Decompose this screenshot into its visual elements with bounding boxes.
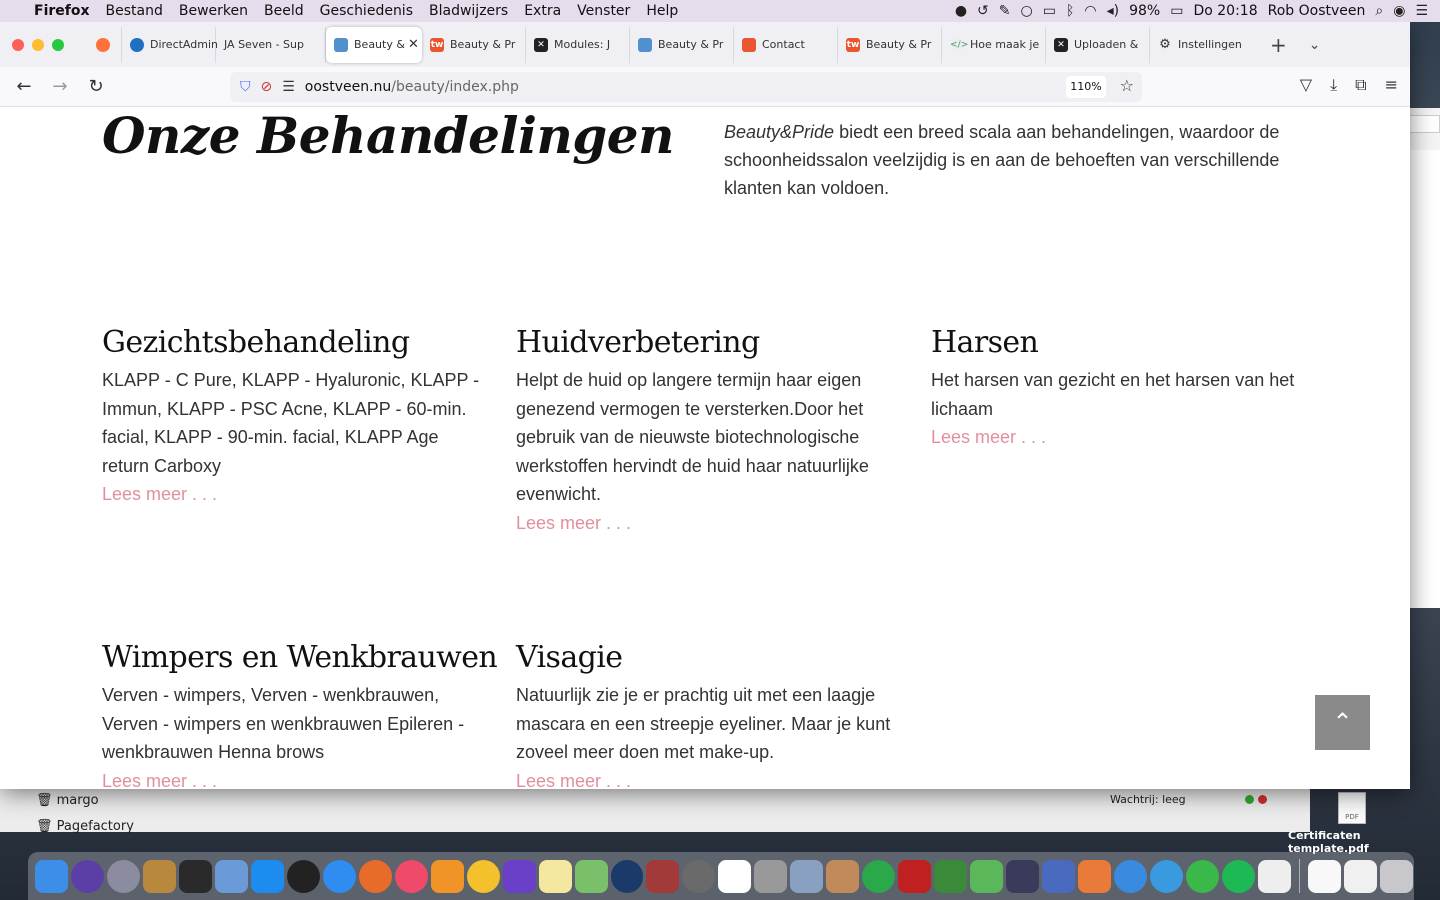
tab-directadmin[interactable]: DirectAdmin: [122, 27, 216, 63]
tab-ja-seven[interactable]: JA Seven - Sup: [216, 27, 326, 63]
treatment-title: Harsen: [931, 325, 1039, 360]
tw-icon: tw: [846, 39, 860, 50]
treatment-title: Huidverbetering: [516, 325, 760, 360]
reload-button[interactable]: ↻: [88, 76, 104, 97]
treatment-card-wimpers: [102, 640, 498, 795]
treatment-description: KLAPP - C Pure, KLAPP - Hyaluronic, KLAPP - Immun, KLAPP - PSC Acne, KLAPP - 60-min. facial, KLAPP - 90-min. facial, KLAPP Age return Carboxy: [102, 370, 480, 476]
tab-modules[interactable]: ✕ Modules: J: [526, 27, 630, 63]
treatment-card-huidverbetering: [516, 325, 901, 537]
menu-venster[interactable]: Venster: [577, 3, 631, 19]
compass-icon[interactable]: [1186, 860, 1219, 893]
read-more-link[interactable]: Lees meer . . .: [516, 770, 632, 791]
numbers-icon[interactable]: [934, 860, 967, 893]
maps-icon[interactable]: [575, 860, 608, 893]
dock-separator: [1299, 859, 1300, 893]
code-icon: </>: [950, 39, 969, 50]
tab-contact[interactable]: Contact: [734, 27, 838, 63]
treatment-card-gezichtsbehandeling: [102, 325, 487, 509]
read-more-link[interactable]: Lees meer . . .: [516, 512, 632, 533]
keynote-icon[interactable]: [826, 860, 859, 893]
system-preferences-icon[interactable]: [682, 860, 715, 893]
calendar-icon[interactable]: [718, 860, 751, 893]
read-more-link[interactable]: Lees meer . . .: [102, 484, 218, 504]
tab-instellingen[interactable]: ⚙ Instellingen: [1159, 36, 1242, 52]
joomla-icon: ✕: [534, 38, 548, 52]
tab-firefox-view[interactable]: [78, 27, 122, 63]
spotlight-icon[interactable]: ⌕: [1375, 3, 1384, 19]
tab-beauty-3[interactable]: Beauty & Pr: [630, 27, 734, 63]
back-to-top-button[interactable]: [1315, 695, 1370, 750]
url-text[interactable]: oostveen.nu/beauty/index.php: [304, 79, 519, 95]
tab-beauty-active[interactable]: Beauty & ✕: [326, 27, 422, 63]
intro-text: biedt een breed scala aan behandelingen, waardoor de schoonheidssalon veelzijdig is en aan de behoeften van verschillende klanten kan voldoen.: [724, 122, 1280, 198]
chevron-down-icon[interactable]: ⌄: [1308, 36, 1321, 53]
treatment-description: Natuurlijk zie je er prachtig uit met een laagje mascara en een streepje eyeliner. Maar je kunt zoveel meer doen met make-up.: [516, 685, 891, 762]
star-app-icon[interactable]: [503, 860, 536, 893]
menu-bladwijzers[interactable]: Bladwijzers: [429, 3, 509, 19]
firefox-icon: [96, 38, 110, 52]
siri-icon[interactable]: [71, 860, 104, 893]
preview-icon[interactable]: [215, 860, 248, 893]
network-icon-2[interactable]: [1150, 860, 1183, 893]
app-store-icon[interactable]: [251, 860, 284, 893]
filezilla-row[interactable]: 🗑 margo: [36, 793, 99, 808]
intro-paragraph: [724, 118, 1294, 202]
tab-beauty-2[interactable]: tw Beauty & Pr: [422, 27, 526, 63]
network-icon[interactable]: [1114, 860, 1147, 893]
safari-icon[interactable]: [323, 860, 356, 893]
forward-button[interactable]: →: [52, 76, 68, 97]
joomla-icon: [638, 38, 652, 52]
page-title: Onze Behandelingen: [102, 106, 674, 165]
menu-beeld[interactable]: Beeld: [264, 3, 304, 19]
notes-icon[interactable]: [539, 860, 572, 893]
quicktime-icon[interactable]: [611, 860, 644, 893]
word-app-icon[interactable]: [1042, 860, 1075, 893]
airplay-icon[interactable]: ▭: [1042, 3, 1056, 19]
document-icon[interactable]: [1258, 860, 1291, 893]
read-more-link[interactable]: Lees meer . . .: [102, 770, 218, 791]
treatment-title: Visagie: [516, 640, 623, 675]
read-more-link[interactable]: Lees meer . . .: [931, 427, 1047, 447]
image-capture-icon[interactable]: [790, 860, 823, 893]
site-permissions-icon[interactable]: ☰: [282, 79, 295, 95]
notes-app-icon[interactable]: [143, 860, 176, 893]
pages-icon[interactable]: [1078, 860, 1111, 893]
file-stack-icon[interactable]: [1308, 860, 1341, 893]
new-tab-button[interactable]: +: [1270, 32, 1287, 57]
filezilla-icon[interactable]: [898, 860, 931, 893]
shield-icon[interactable]: ⛉: [240, 79, 251, 95]
joomla-icon: ✕: [1054, 38, 1068, 52]
sitesucker-icon[interactable]: [970, 860, 1003, 893]
menu-bestand[interactable]: Bestand: [105, 3, 163, 19]
intro-brand: Beauty&Pride: [724, 122, 835, 142]
treatment-title: Gezichtsbehandeling: [102, 325, 410, 360]
directadmin-icon: [130, 38, 144, 52]
tab-beauty-4[interactable]: tw Beauty & Pr: [838, 27, 942, 63]
pdf-file-label[interactable]: Certificaten template.pdf: [1288, 829, 1369, 855]
extensions-icon[interactable]: ⧉: [1355, 75, 1367, 94]
chrome-icon[interactable]: [862, 860, 895, 893]
battery-percent[interactable]: 98%: [1129, 3, 1161, 19]
treatment-description: Helpt de huid op langere termijn haar eigen genezend vermogen te versterken.Door het gebruik van de nieuwste biotechnologische werkstoffen hervindt de huid haar natuurlijke evenwicht.: [516, 370, 869, 504]
macos-menubar: [0, 0, 1440, 22]
treatment-description: Verven - wimpers, Verven - wenkbrauwen, Verven - wimpers en wenkbrauwen Epileren - wenkbrauwen Henna brows: [102, 685, 465, 762]
battery-icon[interactable]: ▭: [1170, 3, 1184, 19]
activity-icon[interactable]: [287, 860, 320, 893]
tab-bar: [0, 22, 1410, 67]
menu-extra[interactable]: Extra: [524, 3, 562, 19]
zoom-window-icon[interactable]: [52, 39, 64, 51]
chevron-up-icon: ⌃: [1332, 708, 1353, 736]
trash-icon: 🗑: [36, 819, 57, 834]
firefox-icon[interactable]: [359, 860, 392, 893]
help-icon[interactable]: [754, 860, 787, 893]
time-machine-icon[interactable]: ↺: [977, 3, 989, 19]
tab-uploaden[interactable]: ✕ Uploaden &: [1046, 27, 1150, 63]
macos-dock: [28, 852, 1414, 900]
zoom-level-badge[interactable]: 110%: [1066, 76, 1106, 98]
close-window-icon[interactable]: [12, 39, 24, 51]
pen-icon[interactable]: ✎: [998, 3, 1011, 19]
insecure-lock-icon[interactable]: ⊘: [260, 79, 273, 95]
window-controls: [0, 39, 64, 51]
messages-icon[interactable]: ○: [1020, 3, 1033, 19]
queue-status: Wachtrij: leeg: [1110, 793, 1186, 806]
gear-icon: ⚙: [1159, 36, 1171, 52]
tab-hoe-maak[interactable]: </> Hoe maak je: [942, 27, 1046, 63]
siri-icon[interactable]: ◉: [1393, 3, 1406, 19]
pen-tool-icon[interactable]: [1006, 860, 1039, 893]
minimize-window-icon[interactable]: [32, 39, 44, 51]
menu-geschiedenis[interactable]: Geschiedenis: [319, 3, 413, 19]
joomla-icon: [742, 38, 756, 52]
treatment-title: Wimpers en Wenkbrauwen: [102, 640, 498, 675]
music-icon[interactable]: [395, 860, 428, 893]
menu-help[interactable]: Help: [646, 3, 679, 19]
finder-icon[interactable]: [35, 860, 68, 893]
launchpad-icon[interactable]: [107, 860, 140, 893]
back-button[interactable]: ←: [16, 76, 32, 97]
mission-control-icon[interactable]: [179, 860, 212, 893]
photos-icon[interactable]: [467, 860, 500, 893]
bluetooth-icon[interactable]: ᛒ: [1065, 3, 1075, 19]
joomla-icon: [334, 38, 348, 52]
trash-icon[interactable]: [1380, 860, 1413, 893]
tw-icon: tw: [430, 39, 444, 50]
spotify-icon[interactable]: [1222, 860, 1255, 893]
hamburger-menu-icon[interactable]: ≡: [1384, 75, 1398, 94]
page-content: [0, 108, 1410, 789]
navigation-toolbar: [0, 67, 1410, 107]
treatment-card-visagie: [516, 640, 901, 795]
menubar-status-area: [955, 0, 1440, 22]
photo-booth-icon[interactable]: [646, 860, 679, 893]
volume-icon[interactable]: ◂): [1106, 3, 1120, 19]
trash-icon: 🗑: [36, 793, 57, 808]
filezilla-row[interactable]: 🗑 Pagefactory: [36, 819, 134, 834]
download-icon[interactable]: ⤓: [1330, 75, 1338, 94]
menubar-clock[interactable]: Do 20:18: [1193, 3, 1258, 19]
books-icon[interactable]: [431, 860, 464, 893]
toolbar-actions: [1300, 75, 1398, 95]
treatment-description: Het harsen van gezicht en het harsen van het lichaam: [931, 370, 1295, 419]
background-window-panel: [1408, 150, 1440, 608]
menubar-user[interactable]: Rob Oostveen: [1267, 3, 1366, 19]
menu-app-name[interactable]: Firefox: [34, 3, 90, 19]
pdf-file-icon[interactable]: PDF: [1338, 792, 1366, 824]
wifi-icon[interactable]: ◠: [1084, 3, 1097, 19]
pocket-icon[interactable]: ▽: [1299, 75, 1313, 94]
control-center-icon[interactable]: ☰: [1415, 3, 1428, 19]
status-lights: [1245, 795, 1267, 804]
background-window-field: [1408, 115, 1440, 133]
close-tab-icon[interactable]: ✕: [408, 37, 419, 52]
url-bar[interactable]: [230, 72, 1142, 102]
bookmark-star-icon[interactable]: ☆: [1119, 76, 1134, 95]
menu-bewerken[interactable]: Bewerken: [178, 3, 248, 19]
treatment-card-harsen: [931, 325, 1316, 452]
firefox-window: [0, 22, 1410, 789]
downloads-stack-icon[interactable]: [1344, 860, 1377, 893]
location-icon[interactable]: ●: [954, 3, 968, 19]
